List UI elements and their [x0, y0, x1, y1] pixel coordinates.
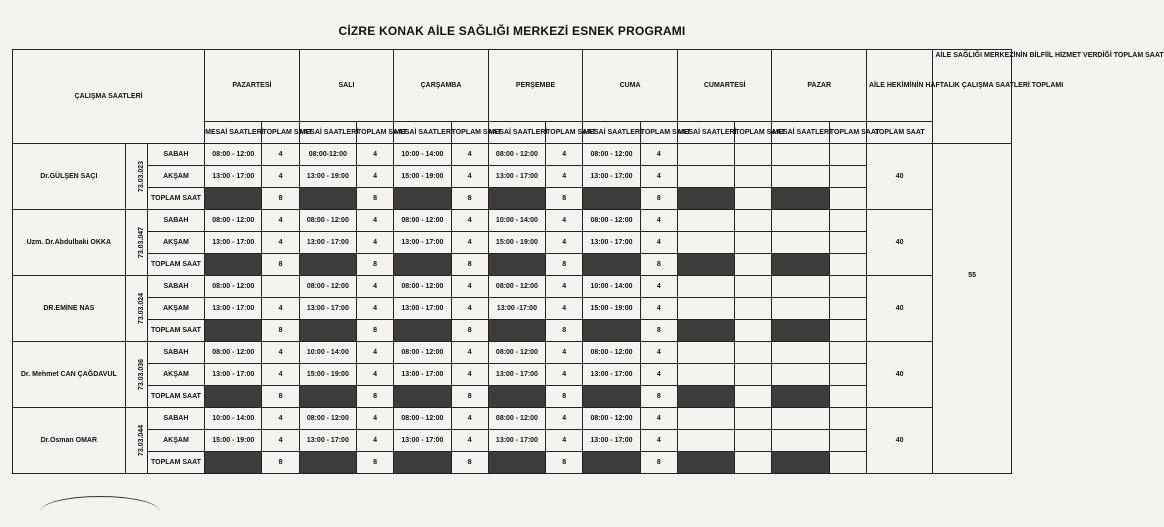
shift-time: 15:00 - 19:00: [299, 364, 356, 386]
shift-label: SABAH: [147, 342, 204, 364]
doctor-code-text: 73.03.024: [137, 292, 145, 325]
shift-hours: 4: [640, 210, 677, 232]
empty-cell: [735, 232, 772, 254]
shift-time: 08:00 - 12:00: [299, 408, 356, 430]
filled-cell: [299, 254, 356, 276]
filled-cell: [299, 320, 356, 342]
table-row: [13, 364, 1012, 386]
shift-time: 15:00 - 19:00: [583, 298, 640, 320]
day-total: 8: [546, 320, 583, 342]
shift-hours: 4: [640, 166, 677, 188]
shift-label: TOPLAM SAAT: [147, 188, 204, 210]
shift-hours: 4: [640, 298, 677, 320]
shift-time: 08:00 - 12:00: [488, 144, 545, 166]
shift-hours: 4: [357, 364, 394, 386]
shift-hours: 4: [451, 364, 488, 386]
empty-cell: [829, 210, 866, 232]
shift-time: 10:00 - 14:00: [488, 210, 545, 232]
shift-time: 08:00 - 12:00: [205, 276, 262, 298]
empty-cell: [772, 210, 829, 232]
shift-hours: 4: [640, 364, 677, 386]
filled-cell: [488, 188, 545, 210]
doctor-name: Dr. Mehmet CAN ÇAĞDAVUL: [13, 342, 126, 408]
empty-cell: [735, 254, 772, 276]
shift-time: 08:00 - 12:00: [205, 210, 262, 232]
shift-time: 13:00 - 17:00: [205, 166, 262, 188]
shift-time: 13:00 - 17:00: [205, 298, 262, 320]
filled-cell: [394, 452, 451, 474]
shift-hours: 4: [262, 210, 299, 232]
shift-hours: 4: [262, 408, 299, 430]
empty-cell: [735, 210, 772, 232]
weekly-total: 40: [866, 342, 932, 408]
shift-time: 10:00 - 14:00: [205, 408, 262, 430]
merkez-total-value: 55: [933, 144, 1012, 408]
shift-time: 13:00 - 19:00: [299, 166, 356, 188]
day-total: 8: [546, 188, 583, 210]
shift-time: 08:00-12:00: [299, 144, 356, 166]
day-total: 8: [640, 386, 677, 408]
shift-hours: 4: [357, 342, 394, 364]
shift-hours: 4: [451, 298, 488, 320]
shift-time: 08:00 - 12:00: [488, 276, 545, 298]
empty-cell: [772, 144, 829, 166]
shift-time: 13:00 - 17:00: [394, 364, 451, 386]
filled-cell: [583, 452, 640, 474]
filled-cell: [299, 452, 356, 474]
mesai-subheader: MESAİ SAATLERİ: [299, 122, 356, 144]
empty-cell: [677, 298, 734, 320]
hekim-toplam-subheader: TOPLAM SAAT: [866, 122, 932, 144]
shift-label: TOPLAM SAAT: [147, 452, 204, 474]
day-total: 8: [546, 452, 583, 474]
filled-cell: [772, 452, 829, 474]
shift-time: 15:00 - 19:00: [205, 430, 262, 452]
day-total: 8: [262, 320, 299, 342]
shift-time: 08:00 - 12:00: [488, 408, 545, 430]
shift-time: 15:00 - 19:00: [394, 166, 451, 188]
doctor-code: [125, 342, 147, 408]
filled-cell: [677, 320, 734, 342]
empty-cell: [829, 254, 866, 276]
day-total: 8: [640, 188, 677, 210]
empty-cell: [933, 408, 1012, 474]
shift-hours: 4: [451, 408, 488, 430]
shift-time: 13:00 - 17:00: [394, 298, 451, 320]
empty-cell: [829, 408, 866, 430]
shift-hours: 4: [357, 210, 394, 232]
empty-cell: [735, 430, 772, 452]
day-total: 8: [640, 254, 677, 276]
shift-hours: 4: [451, 276, 488, 298]
shift-hours: 4: [451, 144, 488, 166]
empty-cell: [677, 210, 734, 232]
empty-cell: [677, 342, 734, 364]
empty-cell: [829, 342, 866, 364]
table-row: [13, 210, 1012, 232]
doctor-code-text: 73.03.023: [137, 160, 145, 193]
day-header: ÇARŞAMBA: [394, 50, 489, 122]
table-row: [13, 276, 1012, 298]
toplam-subheader: TOPLAM SAAT: [829, 122, 866, 144]
shift-hours: 4: [357, 276, 394, 298]
empty-cell: [735, 166, 772, 188]
day-total: 8: [262, 188, 299, 210]
shift-hours: 4: [546, 408, 583, 430]
empty-cell: [735, 298, 772, 320]
empty-cell: [829, 298, 866, 320]
filled-cell: [205, 386, 262, 408]
shift-hours: 4: [640, 408, 677, 430]
doctor-name: DR.EMİNE NAS: [13, 276, 126, 342]
shift-time: 08:00 - 12:00: [205, 342, 262, 364]
shift-hours: 4: [640, 430, 677, 452]
filled-cell: [677, 188, 734, 210]
shift-hours: 4: [640, 144, 677, 166]
filled-cell: [677, 386, 734, 408]
filled-cell: [772, 320, 829, 342]
table-row: [13, 386, 1012, 408]
shift-hours: 4: [357, 232, 394, 254]
doctor-name: Dr.Osman OMAR: [13, 408, 126, 474]
empty-cell: [829, 320, 866, 342]
day-header: CUMARTESİ: [677, 50, 772, 122]
shift-time: 08:00 - 12:00: [394, 342, 451, 364]
empty-cell: [735, 386, 772, 408]
shift-time: 13:00 - 17:00: [488, 364, 545, 386]
shift-hours: 4: [357, 408, 394, 430]
day-total: 8: [640, 452, 677, 474]
shift-hours: 4: [640, 342, 677, 364]
shift-hours: 4: [357, 144, 394, 166]
hekim-weekly-header: AİLE HEKİMİNİN HAFTALIK ÇALIŞMA SAATLERİ TOPLAMI: [866, 50, 932, 122]
empty-cell: [829, 166, 866, 188]
shift-label: AKŞAM: [147, 364, 204, 386]
shift-hours: 4: [262, 342, 299, 364]
shift-time: 13:00 - 17:00: [299, 298, 356, 320]
table-row: [13, 430, 1012, 452]
empty-cell: [677, 430, 734, 452]
day-total: 8: [357, 452, 394, 474]
shift-time: 13:00 - 17:00: [205, 364, 262, 386]
day-total: 8: [451, 320, 488, 342]
filled-cell: [677, 254, 734, 276]
shift-label: SABAH: [147, 276, 204, 298]
day-header: PERŞEMBE: [488, 50, 583, 122]
day-total: 8: [546, 254, 583, 276]
empty-cell: [772, 298, 829, 320]
mesai-subheader: MESAİ SAATLERİ: [394, 122, 451, 144]
shift-label: AKŞAM: [147, 232, 204, 254]
shift-time: 08:00 - 12:00: [583, 210, 640, 232]
shift-time: 13:00 - 17:00: [583, 166, 640, 188]
filled-cell: [205, 254, 262, 276]
empty-cell: [735, 408, 772, 430]
table-row: [13, 298, 1012, 320]
shift-hours: 4: [357, 298, 394, 320]
shift-hours: 4: [451, 210, 488, 232]
shift-hours: 4: [546, 364, 583, 386]
day-header: SALI: [299, 50, 394, 122]
empty-cell: [677, 276, 734, 298]
shift-label: TOPLAM SAAT: [147, 386, 204, 408]
table-row: [13, 320, 1012, 342]
day-total: 8: [451, 188, 488, 210]
empty-cell: [829, 452, 866, 474]
shift-label: SABAH: [147, 144, 204, 166]
filled-cell: [583, 254, 640, 276]
mesai-subheader: MESAİ SAATLERİ: [205, 122, 262, 144]
filled-cell: [772, 386, 829, 408]
shift-hours: 4: [262, 166, 299, 188]
shift-hours: 4: [262, 430, 299, 452]
empty-cell: [772, 276, 829, 298]
empty-cell: [735, 452, 772, 474]
filled-cell: [488, 386, 545, 408]
shift-hours: 4: [546, 210, 583, 232]
shift-time: 13:00 - 17:00: [583, 430, 640, 452]
empty-cell: [735, 320, 772, 342]
empty-cell: [829, 364, 866, 386]
weekly-total: 40: [866, 276, 932, 342]
day-total: 8: [640, 320, 677, 342]
filled-cell: [583, 320, 640, 342]
empty-cell: [735, 188, 772, 210]
shift-time: 13:00 - 17:00: [205, 232, 262, 254]
table-row: [13, 232, 1012, 254]
empty-cell: [677, 144, 734, 166]
shift-hours: 4: [451, 166, 488, 188]
empty-cell: [735, 364, 772, 386]
shift-hours: 4: [546, 276, 583, 298]
toplam-subheader: TOPLAM SAAT: [640, 122, 677, 144]
doctor-name: Dr.GÜLŞEN SAÇI: [13, 144, 126, 210]
table-row: [13, 188, 1012, 210]
shift-hours: 4: [262, 144, 299, 166]
filled-cell: [583, 386, 640, 408]
shift-label: SABAH: [147, 408, 204, 430]
doctor-code-text: 73.03.044: [137, 424, 145, 457]
shift-hours: 4: [546, 232, 583, 254]
empty-cell: [829, 386, 866, 408]
day-total: 8: [357, 386, 394, 408]
mesai-subheader: MESAİ SAATLERİ: [583, 122, 640, 144]
shift-hours: 4: [451, 342, 488, 364]
shift-label: AKŞAM: [147, 430, 204, 452]
shift-hours: 4: [546, 430, 583, 452]
day-total: 8: [451, 254, 488, 276]
filled-cell: [205, 320, 262, 342]
shift-time: 13:00 - 17:00: [583, 364, 640, 386]
shift-time: 13:00 - 17:00: [299, 430, 356, 452]
toplam-subheader: TOPLAM SAAT: [357, 122, 394, 144]
shift-time: 10:00 - 14:00: [299, 342, 356, 364]
shift-time: 08:00 - 12:00: [583, 342, 640, 364]
empty-cell: [772, 232, 829, 254]
empty-cell: [735, 144, 772, 166]
shift-time: 08:00 - 12:00: [583, 144, 640, 166]
doctor-code: [125, 408, 147, 474]
empty-cell: [772, 408, 829, 430]
shift-label: SABAH: [147, 210, 204, 232]
day-header: PAZARTESİ: [205, 50, 300, 122]
doctor-code: [125, 276, 147, 342]
table-row: [13, 408, 1012, 430]
page-title: CİZRE KONAK AİLE SAĞLIĞI MERKEZİ ESNEK PROGRAMI: [338, 24, 686, 38]
day-total: 8: [262, 452, 299, 474]
toplam-subheader: TOPLAM SAAT: [262, 122, 299, 144]
shift-time: 13:00 - 17:00: [488, 430, 545, 452]
weekly-total: 40: [866, 210, 932, 276]
shift-hours: 4: [262, 364, 299, 386]
table-row: [13, 452, 1012, 474]
shift-hours: [262, 276, 299, 298]
empty-cell: [829, 144, 866, 166]
shift-time: 13:00 -17:00: [488, 298, 545, 320]
empty-cell: [677, 364, 734, 386]
shift-label: AKŞAM: [147, 166, 204, 188]
calisma-header: ÇALIŞMA SAATLERİ: [13, 50, 205, 144]
shift-label: TOPLAM SAAT: [147, 254, 204, 276]
filled-cell: [205, 188, 262, 210]
table-row: [13, 342, 1012, 364]
shift-time: 08:00 - 12:00: [394, 276, 451, 298]
empty-cell: [772, 364, 829, 386]
toplam-subheader: TOPLAM SAAT: [735, 122, 772, 144]
filled-cell: [677, 452, 734, 474]
shift-time: 13:00 - 17:00: [299, 232, 356, 254]
empty-cell: [829, 232, 866, 254]
filled-cell: [394, 254, 451, 276]
empty-cell: [829, 276, 866, 298]
filled-cell: [488, 452, 545, 474]
day-total: 8: [451, 386, 488, 408]
shift-hours: 4: [546, 298, 583, 320]
filled-cell: [394, 320, 451, 342]
empty-cell: [677, 408, 734, 430]
day-total: 8: [262, 254, 299, 276]
filled-cell: [394, 386, 451, 408]
empty-cell: [772, 342, 829, 364]
doctor-code-text: 73.03.047: [137, 226, 145, 259]
mesai-subheader: MESAİ SAATLERİ: [488, 122, 545, 144]
empty-cell: [677, 166, 734, 188]
toplam-subheader: TOPLAM SAAT: [546, 122, 583, 144]
day-header: PAZAR: [772, 50, 867, 122]
shift-time: 13:00 - 17:00: [394, 430, 451, 452]
day-total: 8: [357, 254, 394, 276]
table-row: [13, 144, 1012, 166]
empty-cell: [772, 430, 829, 452]
shift-time: 13:00 - 17:00: [583, 232, 640, 254]
day-total: 8: [262, 386, 299, 408]
filled-cell: [394, 188, 451, 210]
shift-time: 08:00 - 12:00: [583, 408, 640, 430]
filled-cell: [583, 188, 640, 210]
day-header: CUMA: [583, 50, 678, 122]
day-total: 8: [357, 188, 394, 210]
filled-cell: [772, 188, 829, 210]
filled-cell: [488, 254, 545, 276]
shift-label: AKŞAM: [147, 298, 204, 320]
shift-hours: 4: [262, 298, 299, 320]
shift-hours: 4: [640, 276, 677, 298]
schedule-table: [12, 49, 1164, 474]
shift-time: 08:00 - 12:00: [299, 276, 356, 298]
day-total: 8: [451, 452, 488, 474]
weekly-total: 40: [866, 144, 932, 210]
shift-time: 15:00 - 19:00: [488, 232, 545, 254]
toplam-subheader: TOPLAM SAAT: [451, 122, 488, 144]
shift-hours: 4: [262, 232, 299, 254]
shift-hours: 4: [546, 166, 583, 188]
day-total: 8: [546, 386, 583, 408]
shift-hours: 4: [357, 430, 394, 452]
doctor-code-text: 73.03.036: [137, 358, 145, 391]
empty-cell: [735, 342, 772, 364]
shift-time: 10:00 - 14:00: [394, 144, 451, 166]
shift-hours: 4: [546, 144, 583, 166]
merkez-total-header: AİLE SAĞLIĞI MERKEZİNİN BİLFİİL HİZMET VERDİĞİ TOPLAM SAAT: [933, 50, 1012, 144]
shift-hours: 4: [640, 232, 677, 254]
filled-cell: [205, 452, 262, 474]
mesai-subheader: MESAİ SAATLERİ: [677, 122, 734, 144]
filled-cell: [488, 320, 545, 342]
empty-cell: [829, 430, 866, 452]
doctor-code: [125, 144, 147, 210]
empty-cell: [772, 166, 829, 188]
day-total: 8: [357, 320, 394, 342]
shift-time: 13:00 - 17:00: [488, 166, 545, 188]
shift-hours: 4: [357, 166, 394, 188]
shift-label: TOPLAM SAAT: [147, 320, 204, 342]
shift-time: 08:00 - 12:00: [394, 210, 451, 232]
shift-time: 08:00 - 12:00: [205, 144, 262, 166]
table-row: [13, 166, 1012, 188]
table-row: [13, 254, 1012, 276]
shift-time: 10:00 - 14:00: [583, 276, 640, 298]
doctor-code: [125, 210, 147, 276]
empty-cell: [829, 188, 866, 210]
shift-hours: 4: [451, 232, 488, 254]
shift-time: 08:00 - 12:00: [299, 210, 356, 232]
filled-cell: [299, 188, 356, 210]
shift-hours: 4: [451, 430, 488, 452]
signature-stroke: [40, 496, 160, 527]
shift-hours: 4: [546, 342, 583, 364]
filled-cell: [299, 386, 356, 408]
weekly-total: 40: [866, 408, 932, 474]
doctor-name: Uzm. Dr.Abdulbaki OKKA: [13, 210, 126, 276]
shift-time: 08:00 - 12:00: [394, 408, 451, 430]
empty-cell: [735, 276, 772, 298]
shift-time: 08:00 - 12:00: [488, 342, 545, 364]
shift-time: 13:00 - 17:00: [394, 232, 451, 254]
empty-cell: [677, 232, 734, 254]
filled-cell: [772, 254, 829, 276]
mesai-subheader: MESAİ SAATLERİ: [772, 122, 829, 144]
